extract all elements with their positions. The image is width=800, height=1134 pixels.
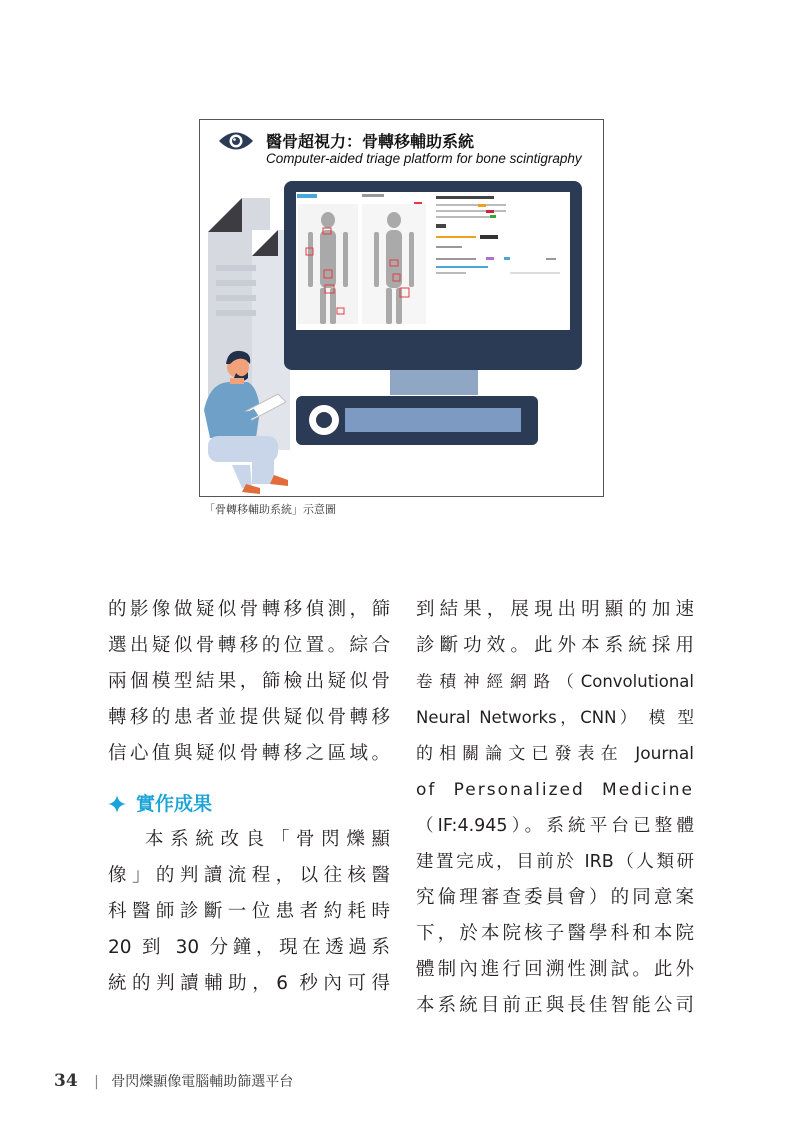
page-number: 34 xyxy=(54,1071,78,1091)
text-line: 選出疑似骨轉移的位置。綜合 xyxy=(108,635,390,656)
text-line: 像」的判讀流程，以往核醫 xyxy=(108,865,390,886)
text-line: 診斷功效。此外本系統採用 xyxy=(416,635,694,656)
four-point-star-icon xyxy=(108,795,126,813)
text-line: 本系統改良「骨閃爍顯 xyxy=(145,829,390,850)
figure-subtitle: Computer-aided triage platform for bone scintigraphy xyxy=(266,151,582,166)
computer-base-icon xyxy=(296,396,538,445)
platform-illustration xyxy=(200,120,604,497)
text-line: 下，於本院核子醫學科和本院 xyxy=(416,923,694,944)
figure xyxy=(199,119,604,497)
text-line: 的影像做疑似骨轉移偵測，篩 xyxy=(108,599,390,620)
footer-separator: | xyxy=(94,1074,99,1090)
text-line: 統的判讀輔助，6 秒內可得 xyxy=(108,973,390,994)
figure-caption: 「骨轉移輔助系統」示意圖 xyxy=(204,503,336,516)
text-line: 20 到 30 分鐘，現在透過系 xyxy=(108,937,390,958)
monitor-icon xyxy=(284,181,582,395)
text-line: 本系統目前正與長佳智能公司 xyxy=(416,995,694,1016)
section-heading xyxy=(108,786,390,822)
text-line: 建置完成，目前於 IRB（人類研 xyxy=(416,852,694,872)
right-column xyxy=(416,592,694,1024)
text-line: 卷積神經網路（Convolutional xyxy=(416,672,694,691)
text-line: 科醫師診斷一位患者約耗時 xyxy=(108,901,390,922)
section-title: 實作成果 xyxy=(136,793,213,815)
text-line: of Personalized Medicine xyxy=(416,780,694,800)
text-line: 體制內進行回溯性測試。此外 xyxy=(416,959,694,980)
text-line: 信心值與疑似骨轉移之區域。 xyxy=(108,743,390,764)
text-line: （IF:4.945）。系統平台已整體 xyxy=(416,816,694,836)
text-line: 究倫理審查委員會）的同意案 xyxy=(416,887,694,908)
running-title: 骨閃爍顯像電腦輔助篩選平台 xyxy=(111,1074,294,1090)
eye-logo-icon xyxy=(218,130,254,152)
figure-title: 醫骨超視力：骨轉移輔助系統 xyxy=(266,132,475,151)
left-column xyxy=(108,592,390,1002)
text-line: 到結果，展現出明顯的加速 xyxy=(416,599,694,620)
figure-header xyxy=(214,126,594,172)
text-line: 兩個模型結果，篩檢出疑似骨 xyxy=(108,671,390,692)
text-line: 的相關論文已發表在 Journal xyxy=(416,744,694,764)
text-line: Neural Networks，CNN） 模 型 xyxy=(416,708,694,727)
page-footer xyxy=(54,1071,293,1091)
text-line: 轉移的患者並提供疑似骨轉移 xyxy=(108,707,390,728)
